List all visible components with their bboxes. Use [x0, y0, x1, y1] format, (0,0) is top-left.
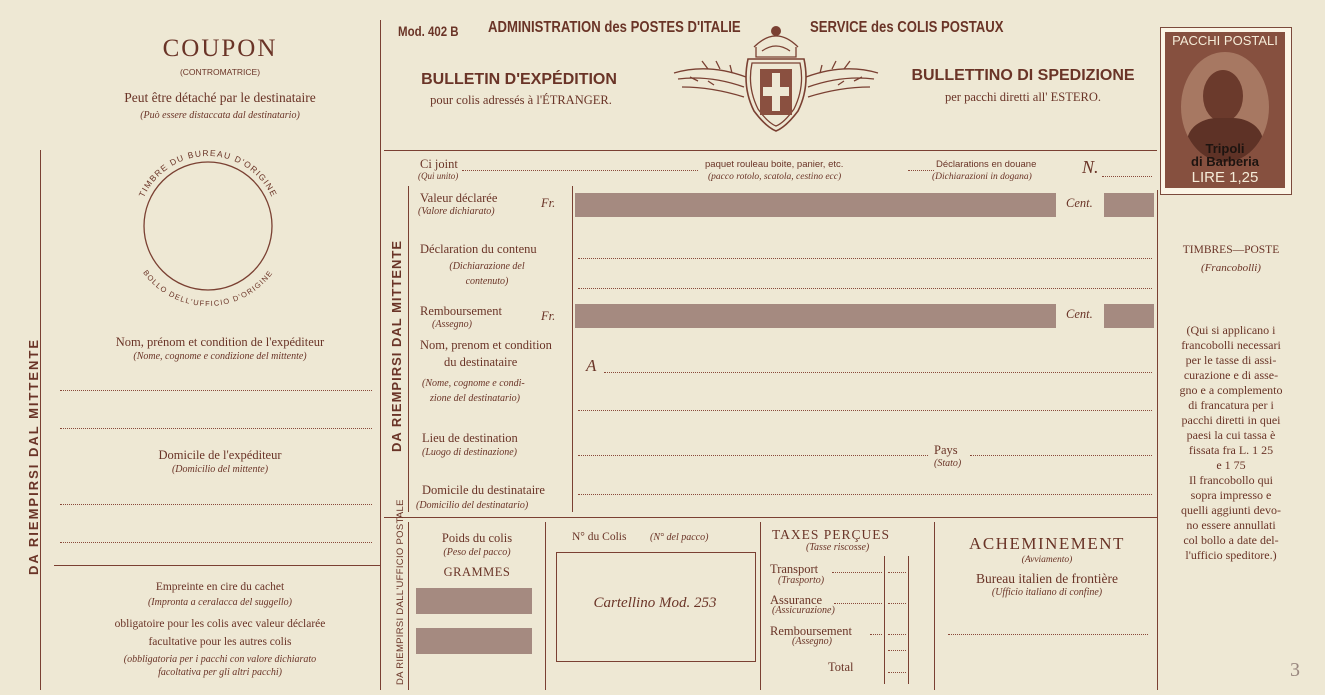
sender-line-1[interactable] [60, 390, 372, 391]
transport-lire-field[interactable] [832, 572, 882, 573]
stamp-note-line: gno e a complemento [1179, 383, 1283, 397]
cod-fr: Fr. [541, 309, 556, 323]
stamp-value: LIRE 1,25 [1191, 169, 1259, 186]
declared-value-label: Valeur déclarée [420, 191, 498, 205]
mandatory-it-1: (obbligatoria per i pacchi con valore dichiarato [123, 654, 317, 665]
recipient-field-2[interactable] [578, 410, 1152, 411]
coupon-title: COUPON [162, 35, 278, 62]
packet-type-field[interactable] [908, 170, 934, 171]
bulletin-title-fr: BULLETIN D'EXPÉDITION [421, 71, 617, 88]
border-office-label: Bureau italien de frontière [975, 571, 1119, 586]
mandatory-fr-1: obligatoire pour les colis avec valeur déclarée [114, 618, 326, 630]
origin-stamp-bottom-text: BOLLO DELL'UFFICIO D'ORIGINE [141, 268, 275, 309]
coupon-separator [380, 20, 381, 690]
office-side-label: DA RIEMPIRSI DALL'UFFICIO POSTALE [395, 499, 406, 685]
recipient-label-1: Nom, prenom et condition [420, 338, 552, 352]
weight-field-2[interactable] [416, 628, 532, 654]
taxes-col-rule-1 [884, 556, 885, 684]
savoy-crest-emblem [668, 17, 884, 135]
subtotal-field[interactable] [888, 650, 906, 651]
stamp-note-line: l'ufficio speditore.) [1185, 548, 1277, 562]
form-label-rule [572, 186, 573, 512]
contents-label-it-2: contenuto) [465, 276, 509, 287]
weight-field-1[interactable] [416, 588, 532, 614]
total-label: Total [828, 660, 854, 674]
recipient-label-2: du destinataire [444, 355, 518, 369]
stamp-note [1160, 323, 1302, 563]
sender-label-fr: Nom, prénom et condition de l'expéditeur [115, 335, 325, 349]
stamp-overprint-2: di Barberia [1191, 154, 1259, 169]
insurance-lire-field[interactable] [834, 603, 882, 604]
coupon-detach-fr: Peut être détaché par le destinataire [124, 90, 316, 105]
origin-stamp-top-text: TIMBRE DU BUREAU D'ORIGINE [136, 147, 280, 199]
form-left-rule [408, 186, 409, 512]
mandatory-it-2: facoltativa per gli altri pacchi) [158, 667, 282, 678]
recipient-domicile-label-it: (Domicilio del destinatario) [416, 500, 529, 511]
stamp-note-line: Il francobollo qui [1189, 473, 1273, 487]
timbres-poste-subtitle: (Francobolli) [1201, 262, 1261, 274]
destination-label: Lieu de destination [422, 431, 518, 445]
bulletin-subtitle-it: per pacchi diretti all' ESTERO. [944, 90, 1102, 104]
sender-label-it: (Nome, cognome e condizione del mittente) [133, 351, 307, 362]
coupon-subtitle: (CONTROMATRICE) [179, 67, 261, 77]
seal-label-it: (Impronta a ceralacca del suggello) [147, 597, 293, 608]
form-bottom-rule [384, 517, 1157, 518]
timbres-poste-title: TIMBRES—POSTE [1182, 244, 1280, 256]
recipient-domicile-label: Domicile du destinataire [422, 483, 545, 497]
declared-value-label-it: (Valore dichiarato) [418, 206, 495, 217]
grams-label: GRAMMES [443, 565, 511, 579]
corner-number: 3 [1290, 659, 1300, 681]
transport-label: Transport [770, 562, 819, 576]
weight-right-rule [545, 522, 546, 690]
contents-field-1[interactable] [578, 258, 1152, 259]
taxes-title-it: (Tasse riscosse) [806, 542, 870, 553]
customs-label-it: (Dichiarazioni in dogana) [932, 172, 1032, 182]
form-side-label: DA RIEMPIRSI DAL MITTENTE [389, 239, 404, 452]
border-office-field[interactable] [948, 634, 1148, 635]
model-number: Mod. 402 B [398, 23, 459, 39]
insurance-label: Assurance [770, 593, 823, 607]
form-top-rule [384, 150, 1157, 151]
country-label: Pays [934, 443, 958, 457]
administration-title: ADMINISTRATION des POSTES D'ITALIE [488, 19, 741, 36]
contents-label-it-1: (Dichiarazione del [449, 261, 525, 272]
svg-text:BOLLO DELL'UFFICIO D'ORIGINE [141, 268, 274, 308]
packet-type-label: paquet rouleau boite, panier, etc. [705, 159, 844, 170]
routing-title: ACHEMINEMENT [969, 534, 1125, 553]
taxes-title: TAXES PERÇUES [772, 527, 891, 542]
cod-francs-field[interactable] [575, 304, 1056, 328]
stamp-note-line: paesi la cui tassa è [1186, 428, 1276, 442]
stamp-note-line: curazione e di asse- [1183, 368, 1279, 382]
cod-cent: Cent. [1066, 307, 1093, 321]
transport-label-it: (Trasporto) [778, 575, 825, 586]
stamp-note-line: e 1 75 [1216, 458, 1246, 472]
cod-label-it: (Assegno) [432, 319, 472, 330]
service-title: SERVICE des COLIS POSTAUX [810, 19, 1004, 36]
coupon-domicile-line-1[interactable] [60, 504, 372, 505]
coupon-side-label: DA RIEMPIRSI DAL MITTENTE [26, 337, 41, 575]
destination-field[interactable] [578, 455, 928, 456]
imprinted-stamp [1160, 27, 1292, 195]
stamp-note-line: col bollo a date del- [1183, 533, 1279, 547]
country-field[interactable] [970, 455, 1152, 456]
ci-joint-field[interactable] [462, 170, 698, 171]
ci-joint-label-it: (Qui unito) [418, 171, 459, 181]
coupon-seal-rule [54, 565, 380, 566]
reimbursement-label-it: (Assegno) [792, 636, 832, 647]
declared-value-cents-field[interactable] [1104, 193, 1154, 217]
stamp-note-line: di francatura per i [1188, 398, 1274, 412]
coupon-detach-it: (Può essere distaccata dal destinatario) [140, 110, 300, 121]
stamp-note-line: francobolli necessari [1181, 338, 1281, 352]
reimbursement-lire-field[interactable] [870, 634, 882, 635]
seal-label-fr: Empreinte en cire du cachet [155, 581, 285, 593]
stamp-top-text: PACCHI POSTALI [1172, 33, 1278, 48]
cod-label: Remboursement [420, 304, 502, 318]
reimbursement-label: Remboursement [770, 624, 852, 638]
insurance-label-it: (Assicurazione) [772, 605, 835, 616]
customs-number-field[interactable] [1102, 176, 1152, 177]
insurance-cent-field[interactable] [888, 603, 906, 604]
destination-label-it: (Luogo di destinazione) [422, 447, 517, 458]
stamp-note-line: sopra impresso e [1190, 488, 1272, 502]
bulletin-subtitle-fr: pour colis adressés à l'ÉTRANGER. [430, 93, 612, 107]
recipient-label-it-2: zione del destinatario) [430, 393, 520, 404]
country-label-it: (Stato) [934, 458, 962, 469]
ci-joint-label: Ci joint [420, 157, 458, 171]
cod-cents-field[interactable] [1104, 304, 1154, 328]
origin-stamp-circle [116, 134, 301, 319]
stamp-note-line: (Qui si applicano i [1186, 323, 1276, 337]
right-panel-rule [1157, 190, 1158, 690]
stamp-note-line: fissata fra L. 1 25 [1188, 443, 1274, 457]
packet-type-label-it: (pacco rotolo, scatola, cestino ecc) [708, 172, 842, 182]
parcel-right-rule [760, 522, 761, 690]
contents-label: Déclaration du contenu [420, 242, 537, 256]
taxes-right-rule [934, 522, 935, 690]
recipient-label-it-1: (Nome, cognome e condi- [422, 378, 525, 389]
weight-left-rule [408, 522, 409, 690]
svg-text:TIMBRE DU BUREAU D'ORIGINE [137, 148, 280, 199]
mandatory-fr-2: facultative pour les autres colis [148, 636, 292, 648]
weight-label-it: (Peso del pacco) [443, 547, 511, 558]
cartellino-label: Cartellino Mod. 253 [593, 595, 717, 611]
sender-line-2[interactable] [60, 428, 372, 429]
stamp-note-line: no essere annullati [1186, 518, 1276, 532]
coupon-domicile-it: (Domicilio del mittente) [171, 464, 269, 475]
declared-value-cent: Cent. [1066, 196, 1093, 210]
recipient-field-1[interactable] [604, 372, 1152, 373]
customs-label: Déclarations en douane [936, 159, 1037, 170]
coupon-domicile-line-2[interactable] [60, 542, 372, 543]
taxes-col-rule-2 [908, 556, 909, 684]
contents-field-2[interactable] [578, 288, 1152, 289]
declared-value-fr: Fr. [541, 196, 556, 210]
border-office-label-it: (Ufficio italiano di confine) [991, 587, 1103, 598]
king-portrait-head [1203, 70, 1243, 122]
stamp-overprint-1: Tripoli [1205, 141, 1245, 156]
stamp-note-line: pacchi diretti in quei [1181, 413, 1281, 427]
reimbursement-cent-field[interactable] [888, 634, 906, 635]
stamp-note-line: per le tasse di assi- [1185, 353, 1277, 367]
transport-cent-field[interactable] [888, 572, 906, 573]
parcel-number-label-it: (N° del pacco) [650, 532, 709, 543]
parcel-number-label: N° du Colis [572, 531, 627, 543]
bulletin-title-it: BULLETTINO DI SPEDIZIONE [911, 67, 1135, 84]
stamp-note-line: quelli aggiunti devo- [1181, 503, 1281, 517]
recipient-a-label: A [586, 356, 597, 375]
declared-value-francs-field[interactable] [575, 193, 1056, 217]
weight-label: Poids du colis [441, 531, 513, 545]
coupon-domicile-fr: Domicile de l'expéditeur [158, 448, 282, 462]
routing-title-it: (Avviamento) [1021, 555, 1073, 565]
customs-number-label: N. [1082, 157, 1099, 177]
total-field[interactable] [888, 672, 906, 673]
recipient-domicile-field[interactable] [578, 494, 1152, 495]
